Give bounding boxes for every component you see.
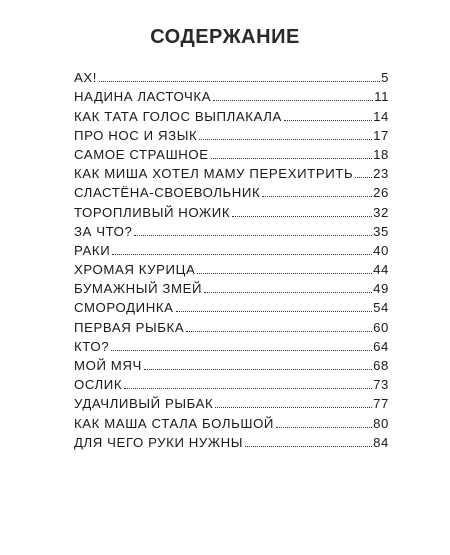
dot-leader	[186, 331, 372, 332]
toc-entry-title: РАКИ	[74, 242, 111, 258]
dot-leader	[204, 292, 372, 293]
toc-entry-page-number: 77	[373, 396, 389, 412]
toc-entry-page-number: 14	[373, 108, 389, 124]
toc-entry	[74, 143, 389, 162]
toc-entry-page-number: 11	[374, 89, 389, 105]
toc-entry-title: САМОЕ СТРАШНОЕ	[74, 146, 209, 162]
toc-entry-page-number: 18	[373, 146, 389, 162]
toc-entry-page-number: 49	[373, 281, 389, 297]
dot-leader	[245, 446, 372, 447]
toc-entry	[74, 431, 389, 450]
dot-leader	[232, 216, 372, 217]
toc-entry	[74, 258, 389, 277]
dot-leader	[144, 369, 372, 370]
toc-entry	[74, 239, 389, 258]
toc-list	[74, 66, 389, 450]
toc-entry	[74, 200, 389, 219]
toc-entry-page-number: 64	[373, 338, 389, 354]
dot-leader	[99, 81, 380, 82]
dot-leader	[124, 388, 372, 389]
toc-entry	[74, 85, 389, 104]
toc-entry	[74, 181, 389, 200]
toc-entry-page-number: 60	[373, 319, 389, 335]
dot-leader	[134, 235, 372, 236]
toc-entry	[74, 104, 389, 123]
dot-leader	[215, 407, 372, 408]
toc-entry-title: МОЙ МЯЧ	[74, 358, 142, 373]
toc-entry-title: АХ!	[74, 70, 98, 86]
toc-entry-page-number: 5	[381, 70, 389, 86]
toc-entry-title: КТО?	[74, 338, 110, 354]
toc-entry-page-number: 23	[373, 166, 389, 182]
toc-entry	[74, 296, 389, 315]
toc-entry-title: КАК МАША СТАЛА БОЛЬШОЙ	[74, 415, 275, 431]
toc-entry-title: СМОРОДИНКА	[74, 300, 174, 316]
toc-entry-page-number: 54	[373, 300, 389, 316]
toc-entry	[74, 124, 389, 143]
toc-entry	[74, 411, 389, 430]
dot-leader	[211, 158, 372, 159]
toc-entry	[74, 335, 389, 354]
toc-entry-page-number: 44	[373, 262, 389, 278]
toc-entry-title: ТОРОПЛИВЫЙ НОЖИК	[74, 204, 231, 220]
toc-entry-title: ПЕРВАЯ РЫБКА	[74, 319, 185, 335]
page-title: СОДЕРЖАНИЕ	[150, 26, 300, 48]
toc-entry-page-number: 26	[373, 185, 389, 201]
toc-entry	[74, 354, 389, 373]
dot-leader	[111, 350, 372, 351]
toc-entry-title: ЗА ЧТО?	[74, 223, 133, 239]
toc-entry	[74, 277, 389, 296]
toc-entry-page-number: 84	[373, 434, 389, 450]
toc-entry-title: БУМАЖНЫЙ ЗМЕЙ	[74, 281, 203, 297]
toc-entry-page-number: 40	[373, 242, 389, 258]
toc-entry-title: ПРО НОС И ЯЗЫК	[74, 127, 198, 143]
dot-leader	[276, 427, 372, 428]
toc-entry	[74, 162, 389, 181]
toc-entry-page-number: 68	[373, 358, 389, 373]
toc-entry-title: НАДИНА ЛАСТОЧКА	[74, 89, 212, 105]
dot-leader	[197, 273, 372, 274]
dot-leader	[199, 139, 372, 140]
toc-entry-title: СЛАСТЁНА-СВОЕВОЛЬНИК	[74, 185, 261, 201]
toc-entry-page-number: 80	[373, 415, 389, 431]
toc-entry-title: УДАЧЛИВЫЙ РЫБАК	[74, 396, 214, 412]
dot-leader	[213, 100, 373, 101]
dot-leader	[176, 311, 373, 312]
dot-leader	[355, 177, 372, 178]
toc-entry	[74, 220, 389, 239]
toc-entry-title: КАК ТАТА ГОЛОС ВЫПЛАКАЛА	[74, 108, 282, 124]
toc-entry	[74, 315, 389, 334]
toc-entry-title: ОСЛИК	[74, 377, 123, 393]
toc-entry-title: КАК МИША ХОТЕЛ МАМУ ПЕРЕХИТРИТЬ	[74, 166, 354, 182]
toc-entry	[74, 66, 389, 85]
dot-leader	[112, 254, 372, 255]
toc-entry-page-number: 35	[373, 223, 389, 239]
toc-entry	[74, 392, 389, 411]
dot-leader	[284, 120, 372, 121]
toc-entry-page-number: 73	[373, 377, 389, 393]
toc-entry	[74, 373, 389, 392]
toc-entry-title: ДЛЯ ЧЕГО РУКИ НУЖНЫ	[74, 434, 244, 450]
toc-entry-page-number: 32	[373, 204, 389, 220]
dot-leader	[262, 196, 372, 197]
toc-entry-title: ХРОМАЯ КУРИЦА	[74, 262, 196, 278]
toc-entry-page-number: 17	[373, 127, 389, 143]
